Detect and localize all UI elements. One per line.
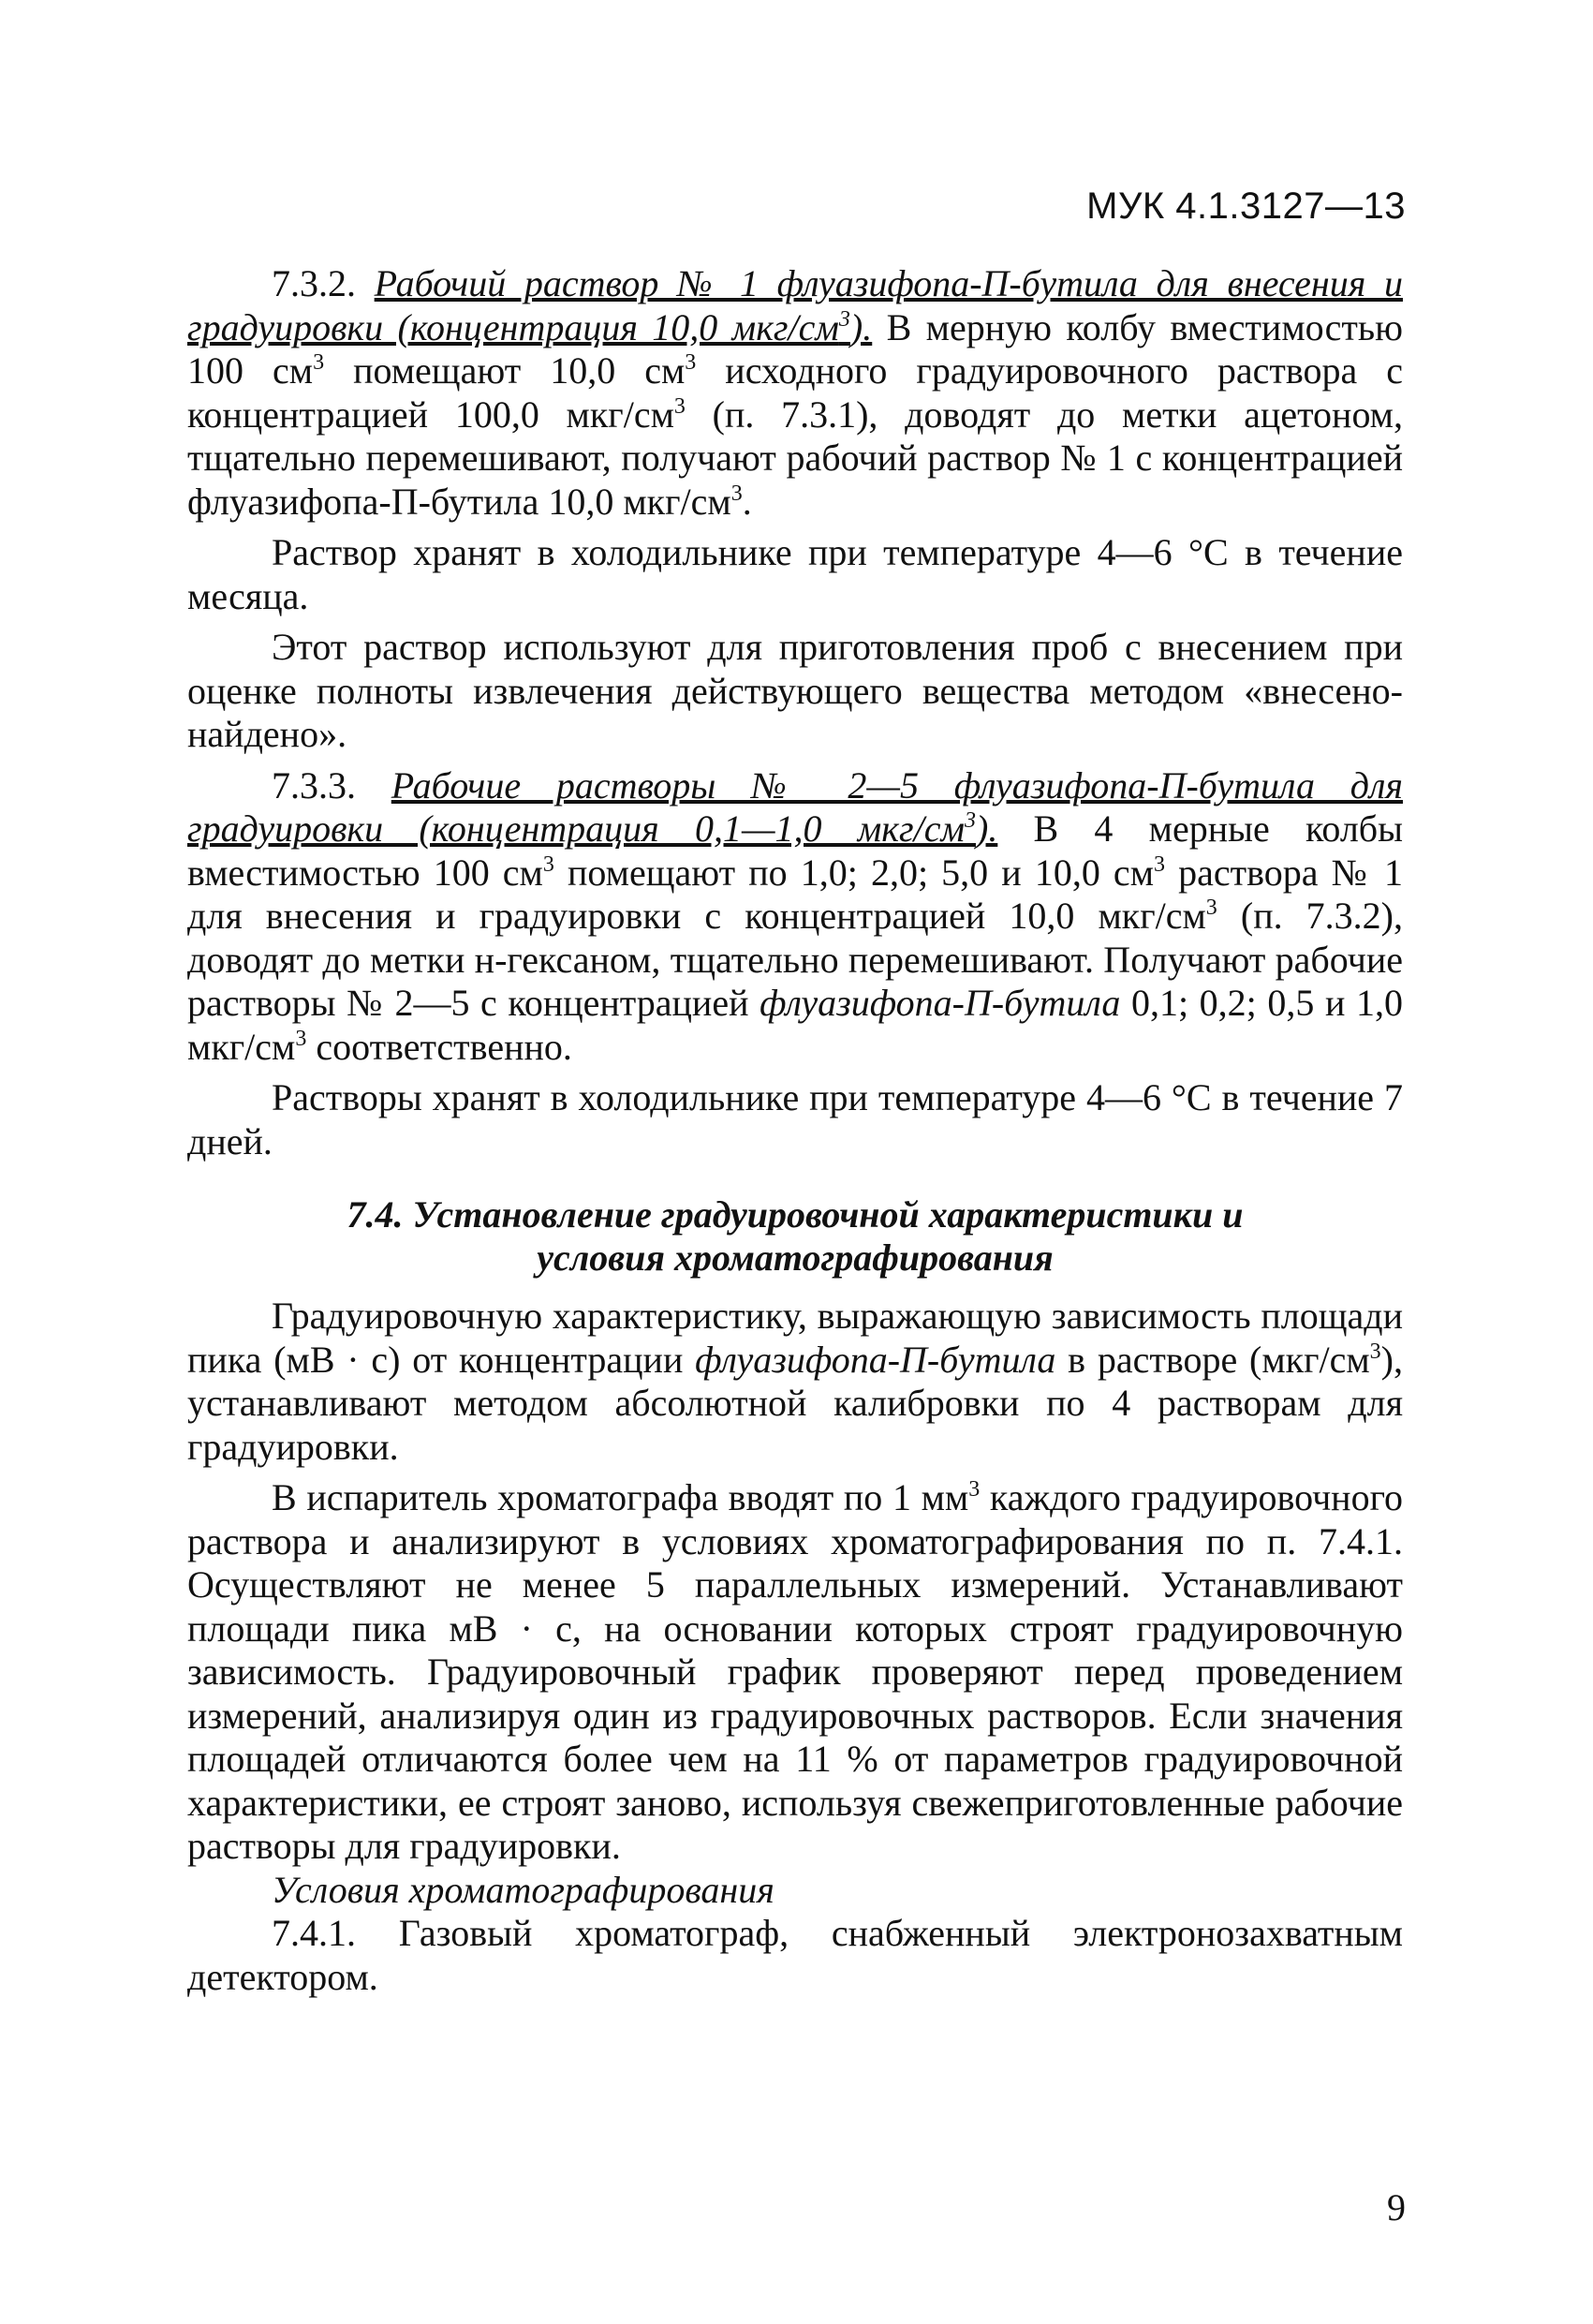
paragraph-storage-1: Раствор хранят в холодильнике при температуре 4—6 °С в течение месяца. bbox=[187, 531, 1403, 617]
paragraph-conditions-title: Условия хроматографирования bbox=[272, 1868, 774, 1911]
document-body bbox=[187, 262, 1403, 1999]
paragraph-7-4-1: 7.4.1. Газовый хроматограф, снабженный электронозахватным детектором. bbox=[187, 1912, 1403, 1998]
section-title: Рабочие растворы № 2—5 флуазифопа-П-бутила для градуировки (концентрация 0,1—1,0 мкг/$см^3$). bbox=[187, 763, 1403, 850]
section-title: Рабочий раствор № 1 флуазифопа-П-бутила для внесения и градуировки (концентрация 10,0 мкг/$см^3$). bbox=[187, 262, 1403, 348]
paragraph-storage-2: Растворы хранят в холодильнике при температуре 4—6 °С в течение 7 дней. bbox=[187, 1076, 1403, 1162]
page-number: 9 bbox=[1387, 2186, 1406, 2228]
paragraph-usage: Этот раствор используют для приготовления проб с внесением при оценке полноты извлечения действующего вещества методом «внесено-найдено». bbox=[187, 626, 1403, 755]
section-number: 7.3.3. bbox=[272, 763, 391, 807]
paragraph-calibration: Градуировочную характеристику, выражающую зависимость площади пика (мВ · с) от концентрации флуазифопа-П-бутила в растворе $(мкг/см^3)$, устанавливают методом абсолютной калибровки по 4 растворам для градуировки. bbox=[187, 1295, 1403, 1468]
paragraph-7-3-2: 7.3.2. Рабочий раствор № 1 флуазифопа-П-бутила для внесения и градуировки (концентрация 10,0 мкг/$см^3$). В мерную колбу вместимостью 100 $см^3$ помещают 10,0 $см^3$ исходного градуировочного раствора с концентрацией 100,0 мкг/$см^3$ (п. 7.3.1), доводят до метки ацетоном, тщательно перемешивают, получают рабочий раствор № 1 с концентрацией флуазифопа-П-бутила 10,0 мкг/$см^3$. bbox=[187, 262, 1403, 523]
section-heading-7-4 bbox=[187, 1193, 1403, 1280]
paragraph-injection: В испаритель хроматографа вводят по 1 $мм^3$ каждого градуировочного раствора и анализируют в условиях хроматографирования по п. 7.4.1. Осуществляют не менее 5 параллельных измерений. Устанавливают площади пика мВ · с, на основании которых строят градуировочную зависимость. Градуировочный график проверяют перед проведением измерений, анализируя один из градуировочных растворов. Если значения площадей отличаются более чем на 11 % от параметров градуировочной характеристики, ее строят заново, используя свежеприготовленные рабочие растворы для градуировки. bbox=[187, 1476, 1403, 1867]
heading-line-1: 7.4. Установление градуировочной характеристики и bbox=[347, 1193, 1244, 1236]
section-number: 7.3.2. bbox=[272, 262, 375, 304]
document-code-header: МУК 4.1.3127—13 bbox=[1086, 185, 1406, 227]
paragraph-7-3-3: 7.3.3. Рабочие растворы № 2—5 флуазифопа-П-бутила для градуировки (концентрация 0,1—1,0 мкг/$см^3$). В 4 мерные колбы вместимостью 100 $см^3$ помещают по 1,0; 2,0; 5,0 и 10,0 $см^3$ раствора № 1 для внесения и градуировки с концентрацией 10,0 мкг/$см^3$ (п. 7.3.2), доводят до метки н-гексаном, тщательно перемешивают. Получают рабочие растворы № 2—5 с концентрацией флуазифопа-П-бутила 0,1; 0,2; 0,5 и 1,0 мкг/$см^3$ соответственно. bbox=[187, 763, 1404, 1068]
heading-line-2: условия хроматографирования bbox=[537, 1236, 1054, 1279]
